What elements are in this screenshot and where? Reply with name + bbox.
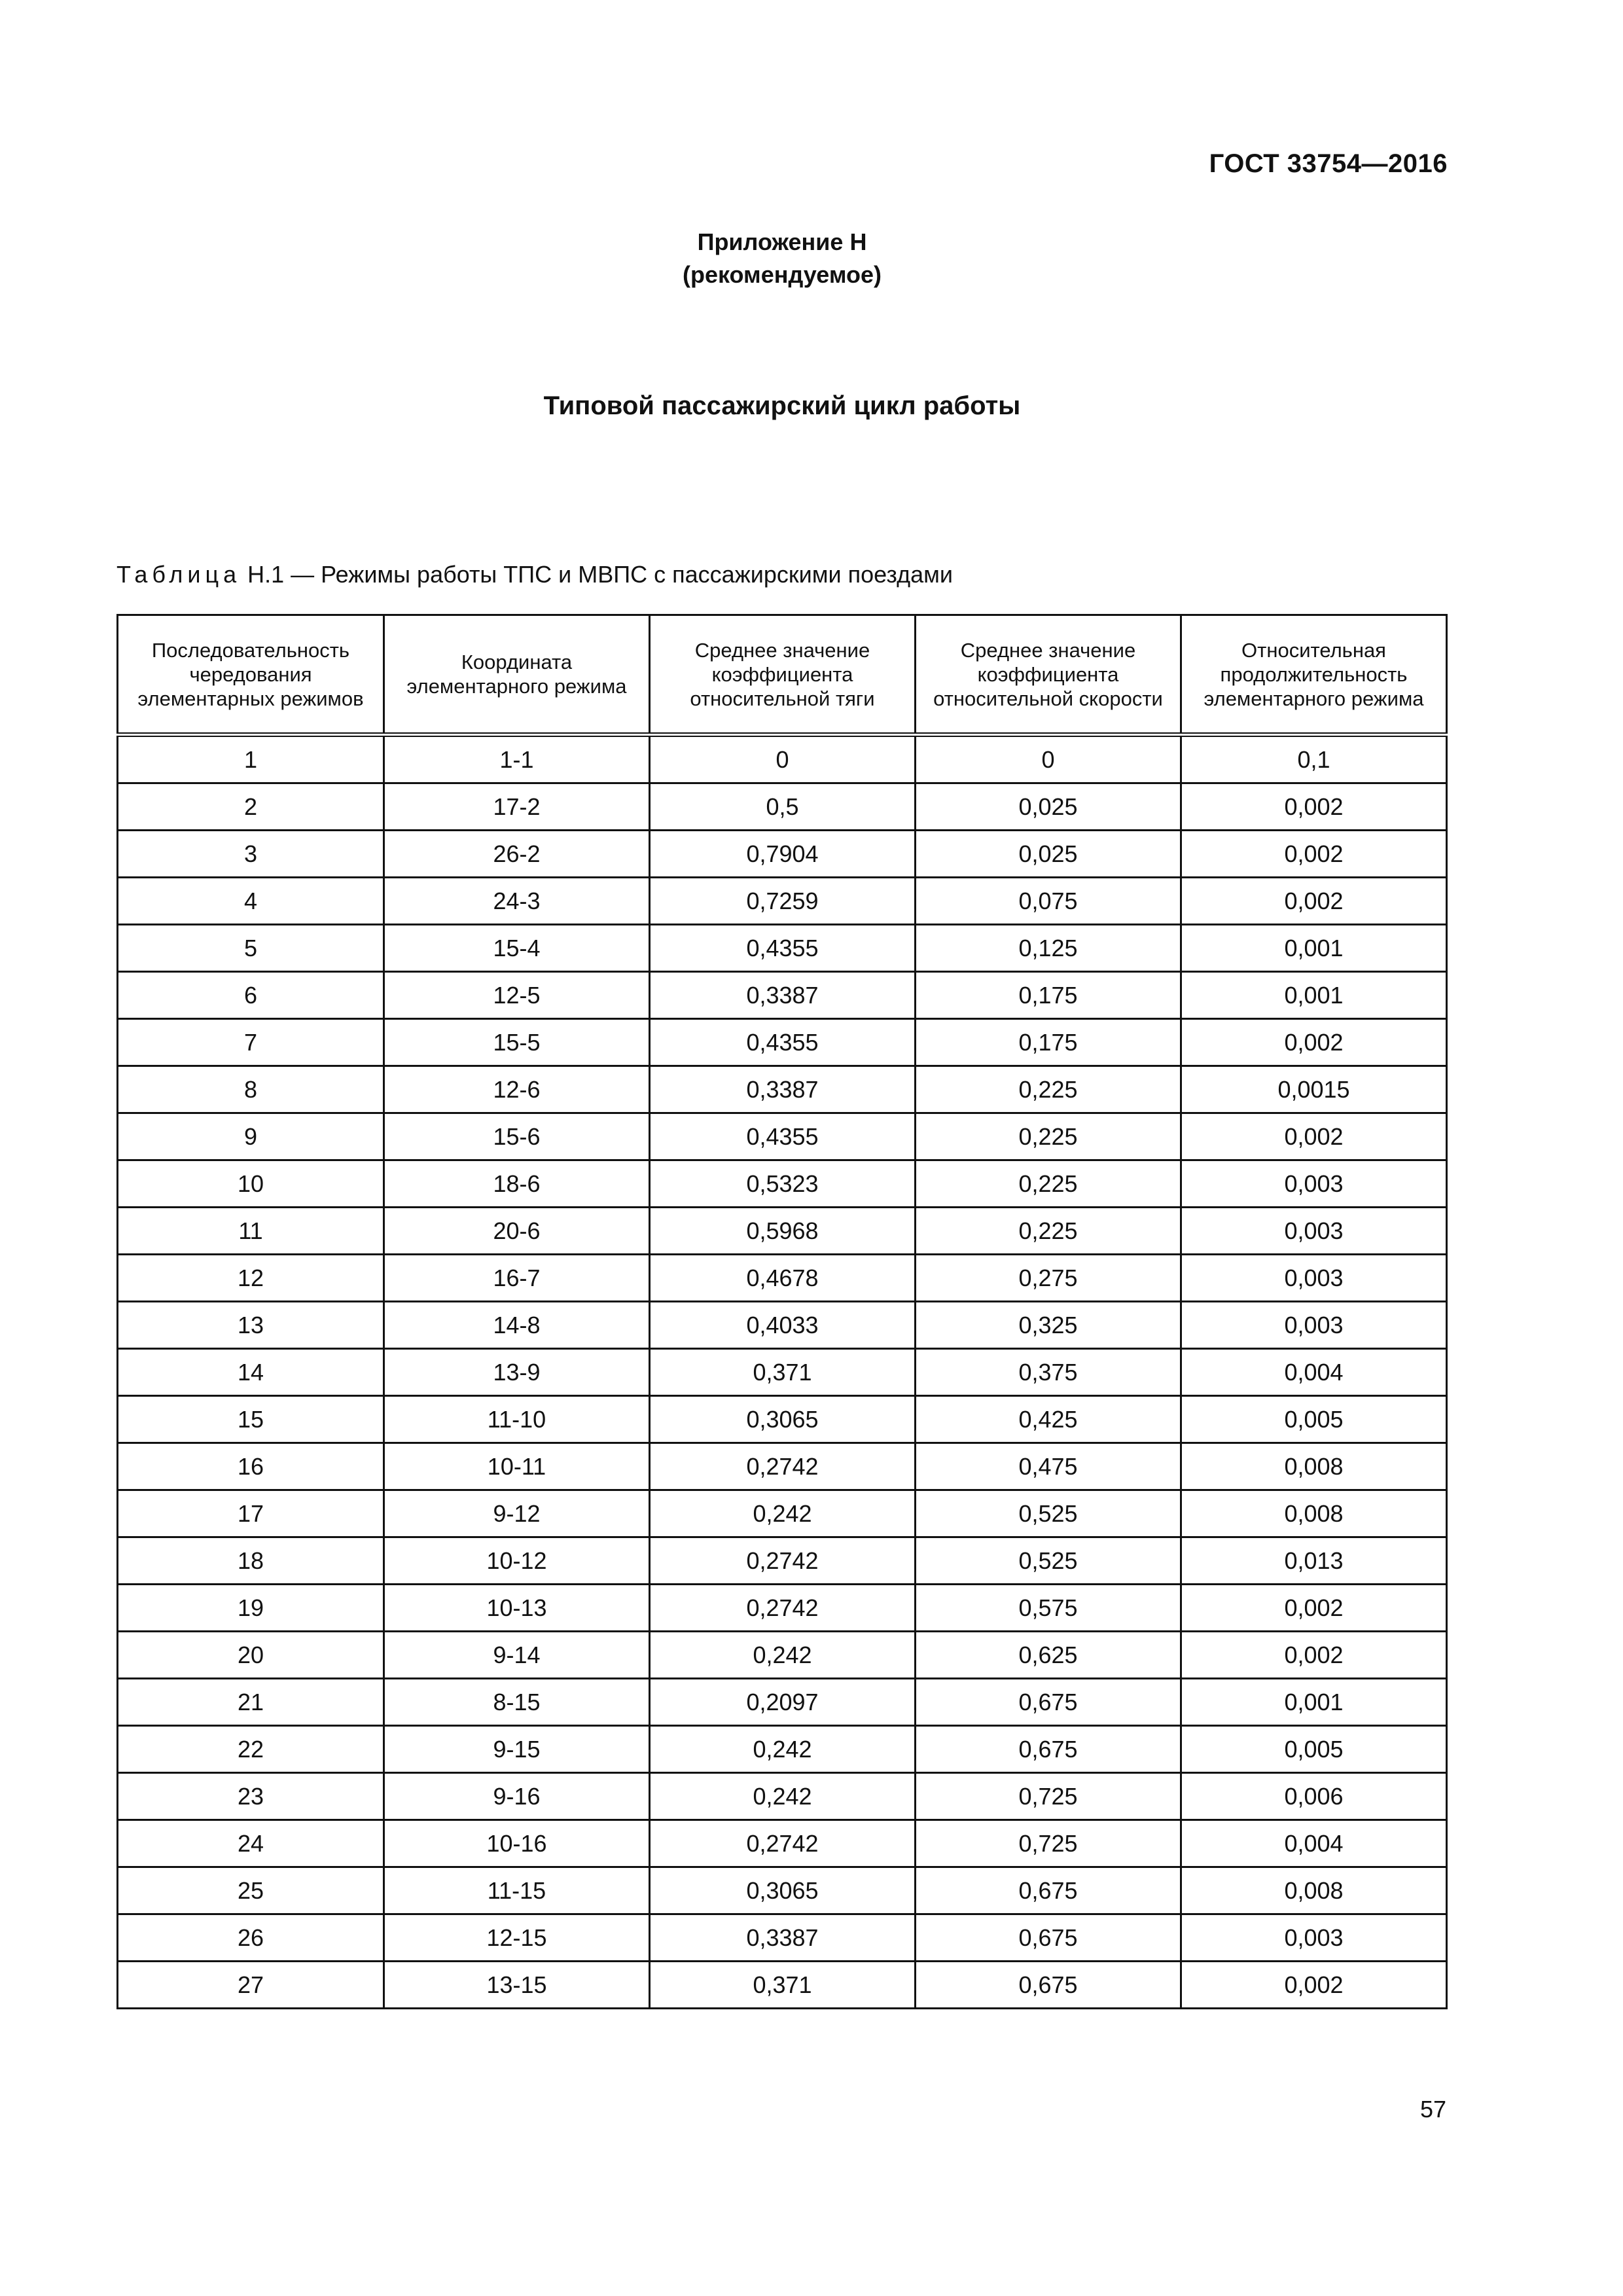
table-row xyxy=(118,1914,1447,1962)
cell-traction: 0,2742 xyxy=(650,1537,916,1585)
cell-traction: 0,3387 xyxy=(650,1914,916,1962)
cell-speed: 0,025 xyxy=(916,831,1181,878)
cell-speed: 0,575 xyxy=(916,1585,1181,1632)
cell-duration: 0,002 xyxy=(1181,1019,1447,1066)
cell-coordinate: 10-13 xyxy=(384,1585,650,1632)
table-row xyxy=(118,1867,1447,1914)
cell-sequence: 27 xyxy=(118,1962,384,2009)
cell-speed: 0,675 xyxy=(916,1679,1181,1726)
cell-traction: 0,4033 xyxy=(650,1302,916,1349)
cell-coordinate: 9-12 xyxy=(384,1490,650,1537)
table-row xyxy=(118,878,1447,925)
cell-speed: 0,125 xyxy=(916,925,1181,972)
cell-traction: 0,5323 xyxy=(650,1160,916,1208)
cell-speed: 0,225 xyxy=(916,1066,1181,1113)
cell-speed: 0,675 xyxy=(916,1867,1181,1914)
cell-sequence: 6 xyxy=(118,972,384,1019)
header-speed-coefficient: Среднее значение коэффициента относительной скорости xyxy=(916,615,1181,735)
cell-duration: 0,003 xyxy=(1181,1160,1447,1208)
cell-sequence: 19 xyxy=(118,1585,384,1632)
cell-sequence: 21 xyxy=(118,1679,384,1726)
table-row xyxy=(118,1019,1447,1066)
cell-speed: 0,475 xyxy=(916,1443,1181,1490)
cell-sequence: 14 xyxy=(118,1349,384,1396)
cell-sequence: 5 xyxy=(118,925,384,972)
cell-speed: 0,375 xyxy=(916,1349,1181,1396)
cell-traction: 0,242 xyxy=(650,1773,916,1820)
cell-duration: 0,002 xyxy=(1181,1962,1447,2009)
cell-sequence: 8 xyxy=(118,1066,384,1113)
appendix-title: Приложение Н xyxy=(697,228,867,255)
table-caption-text: Н.1 — Режимы работы ТПС и МВПС с пассажирскими поездами xyxy=(241,561,953,588)
table-row xyxy=(118,1679,1447,1726)
table-caption xyxy=(116,561,953,588)
cell-traction: 0,2742 xyxy=(650,1443,916,1490)
cell-duration: 0,004 xyxy=(1181,1349,1447,1396)
cell-traction: 0,242 xyxy=(650,1726,916,1773)
appendix-status: (рекомендуемое) xyxy=(683,261,882,288)
cell-duration: 0,005 xyxy=(1181,1396,1447,1443)
cell-duration: 0,001 xyxy=(1181,972,1447,1019)
cell-traction: 0,371 xyxy=(650,1349,916,1396)
cell-coordinate: 15-4 xyxy=(384,925,650,972)
table-row xyxy=(118,1255,1447,1302)
cell-speed: 0,675 xyxy=(916,1962,1181,2009)
cell-duration: 0,0015 xyxy=(1181,1066,1447,1113)
table-row xyxy=(118,1632,1447,1679)
cell-duration: 0,003 xyxy=(1181,1208,1447,1255)
table-row xyxy=(118,1537,1447,1585)
cell-sequence: 10 xyxy=(118,1160,384,1208)
cell-traction: 0 xyxy=(650,735,916,783)
cell-coordinate: 10-12 xyxy=(384,1537,650,1585)
cell-traction: 0,2742 xyxy=(650,1585,916,1632)
cell-duration: 0,006 xyxy=(1181,1773,1447,1820)
cell-duration: 0,013 xyxy=(1181,1537,1447,1585)
cell-coordinate: 12-5 xyxy=(384,972,650,1019)
table-row xyxy=(118,1349,1447,1396)
page-number: 57 xyxy=(1419,2096,1446,2123)
cell-speed: 0,175 xyxy=(916,972,1181,1019)
cell-coordinate: 9-14 xyxy=(384,1632,650,1679)
cell-coordinate: 9-16 xyxy=(384,1773,650,1820)
cell-traction: 0,2742 xyxy=(650,1820,916,1867)
cell-sequence: 20 xyxy=(118,1632,384,1679)
cell-coordinate: 16-7 xyxy=(384,1255,650,1302)
cell-speed: 0,075 xyxy=(916,878,1181,925)
cell-sequence: 22 xyxy=(118,1726,384,1773)
cell-traction: 0,4355 xyxy=(650,1019,916,1066)
table-row xyxy=(118,735,1447,783)
cell-sequence: 4 xyxy=(118,878,384,925)
table-header-row xyxy=(118,615,1447,735)
cell-duration: 0,003 xyxy=(1181,1302,1447,1349)
cell-duration: 0,002 xyxy=(1181,878,1447,925)
table-row xyxy=(118,1962,1447,2009)
cell-coordinate: 8-15 xyxy=(384,1679,650,1726)
cell-duration: 0,002 xyxy=(1181,1632,1447,1679)
document-code: ГОСТ 33754—2016 xyxy=(1209,149,1448,178)
cell-sequence: 3 xyxy=(118,831,384,878)
cell-coordinate: 10-11 xyxy=(384,1443,650,1490)
table-row xyxy=(118,925,1447,972)
appendix-heading xyxy=(0,226,1564,291)
cell-speed: 0,225 xyxy=(916,1160,1181,1208)
cell-sequence: 13 xyxy=(118,1302,384,1349)
cell-duration: 0,003 xyxy=(1181,1914,1447,1962)
header-traction-coefficient: Среднее значение коэффициента относительной тяги xyxy=(650,615,916,735)
table-row xyxy=(118,831,1447,878)
cell-sequence: 25 xyxy=(118,1867,384,1914)
table-row xyxy=(118,1820,1447,1867)
cell-speed: 0,525 xyxy=(916,1537,1181,1585)
cell-coordinate: 12-6 xyxy=(384,1066,650,1113)
cell-sequence: 26 xyxy=(118,1914,384,1962)
cell-duration: 0,1 xyxy=(1181,735,1447,783)
cell-coordinate: 17-2 xyxy=(384,783,650,831)
table-row xyxy=(118,1208,1447,1255)
cell-traction: 0,4678 xyxy=(650,1255,916,1302)
cell-duration: 0,008 xyxy=(1181,1443,1447,1490)
cell-coordinate: 24-3 xyxy=(384,878,650,925)
cell-traction: 0,4355 xyxy=(650,925,916,972)
cell-duration: 0,001 xyxy=(1181,1679,1447,1726)
cell-speed: 0,225 xyxy=(916,1208,1181,1255)
table-row xyxy=(118,972,1447,1019)
cell-traction: 0,3065 xyxy=(650,1867,916,1914)
cell-coordinate: 13-9 xyxy=(384,1349,650,1396)
cell-speed: 0,625 xyxy=(916,1632,1181,1679)
header-sequence: Последовательность чередования элементарных режимов xyxy=(118,615,384,735)
cell-traction: 0,3387 xyxy=(650,1066,916,1113)
cell-traction: 0,3387 xyxy=(650,972,916,1019)
cell-speed: 0,325 xyxy=(916,1302,1181,1349)
cell-coordinate: 10-16 xyxy=(384,1820,650,1867)
cell-traction: 0,4355 xyxy=(650,1113,916,1160)
cell-coordinate: 18-6 xyxy=(384,1160,650,1208)
cell-sequence: 18 xyxy=(118,1537,384,1585)
cell-speed: 0,275 xyxy=(916,1255,1181,1302)
cell-duration: 0,003 xyxy=(1181,1255,1447,1302)
cell-sequence: 24 xyxy=(118,1820,384,1867)
cell-coordinate: 15-5 xyxy=(384,1019,650,1066)
cell-sequence: 7 xyxy=(118,1019,384,1066)
cell-coordinate: 11-15 xyxy=(384,1867,650,1914)
cell-speed: 0,225 xyxy=(916,1113,1181,1160)
cell-sequence: 17 xyxy=(118,1490,384,1537)
table-row xyxy=(118,1443,1447,1490)
table-row xyxy=(118,783,1447,831)
cell-coordinate: 15-6 xyxy=(384,1113,650,1160)
cell-coordinate: 9-15 xyxy=(384,1726,650,1773)
cell-sequence: 23 xyxy=(118,1773,384,1820)
cell-speed: 0,175 xyxy=(916,1019,1181,1066)
cell-traction: 0,7259 xyxy=(650,878,916,925)
cell-sequence: 2 xyxy=(118,783,384,831)
cell-traction: 0,242 xyxy=(650,1632,916,1679)
cell-speed: 0,725 xyxy=(916,1773,1181,1820)
modes-table xyxy=(116,614,1448,2009)
cell-duration: 0,001 xyxy=(1181,925,1447,972)
cell-traction: 0,5968 xyxy=(650,1208,916,1255)
cell-speed: 0,675 xyxy=(916,1726,1181,1773)
header-coordinate: Координата элементарного режима xyxy=(384,615,650,735)
cell-coordinate: 12-15 xyxy=(384,1914,650,1962)
cell-sequence: 11 xyxy=(118,1208,384,1255)
cell-sequence: 12 xyxy=(118,1255,384,1302)
cell-speed: 0,025 xyxy=(916,783,1181,831)
header-relative-duration: Относительная продолжительность элементарного режима xyxy=(1181,615,1447,735)
cell-coordinate: 20-6 xyxy=(384,1208,650,1255)
cell-duration: 0,008 xyxy=(1181,1490,1447,1537)
cell-duration: 0,008 xyxy=(1181,1867,1447,1914)
cell-coordinate: 11-10 xyxy=(384,1396,650,1443)
cell-coordinate: 13-15 xyxy=(384,1962,650,2009)
cell-duration: 0,002 xyxy=(1181,831,1447,878)
cell-coordinate: 26-2 xyxy=(384,831,650,878)
cell-speed: 0 xyxy=(916,735,1181,783)
cell-traction: 0,2097 xyxy=(650,1679,916,1726)
table-row xyxy=(118,1066,1447,1113)
cell-duration: 0,002 xyxy=(1181,1113,1447,1160)
table-row xyxy=(118,1160,1447,1208)
cell-sequence: 1 xyxy=(118,735,384,783)
table-body xyxy=(118,735,1447,2009)
cell-duration: 0,002 xyxy=(1181,1585,1447,1632)
cell-coordinate: 14-8 xyxy=(384,1302,650,1349)
cell-duration: 0,005 xyxy=(1181,1726,1447,1773)
cell-traction: 0,5 xyxy=(650,783,916,831)
cell-speed: 0,525 xyxy=(916,1490,1181,1537)
section-title: Типовой пассажирский цикл работы xyxy=(543,391,1021,420)
table-row xyxy=(118,1726,1447,1773)
cell-sequence: 15 xyxy=(118,1396,384,1443)
table-caption-lead: Таблица xyxy=(116,561,241,588)
table-row xyxy=(118,1773,1447,1820)
cell-traction: 0,371 xyxy=(650,1962,916,2009)
cell-speed: 0,725 xyxy=(916,1820,1181,1867)
table-row xyxy=(118,1490,1447,1537)
cell-speed: 0,675 xyxy=(916,1914,1181,1962)
cell-sequence: 9 xyxy=(118,1113,384,1160)
table-row xyxy=(118,1396,1447,1443)
cell-speed: 0,425 xyxy=(916,1396,1181,1443)
table-row xyxy=(118,1302,1447,1349)
table-row xyxy=(118,1585,1447,1632)
table-row xyxy=(118,1113,1447,1160)
cell-traction: 0,242 xyxy=(650,1490,916,1537)
cell-sequence: 16 xyxy=(118,1443,384,1490)
cell-coordinate: 1-1 xyxy=(384,735,650,783)
cell-duration: 0,004 xyxy=(1181,1820,1447,1867)
cell-traction: 0,3065 xyxy=(650,1396,916,1443)
cell-traction: 0,7904 xyxy=(650,831,916,878)
cell-duration: 0,002 xyxy=(1181,783,1447,831)
